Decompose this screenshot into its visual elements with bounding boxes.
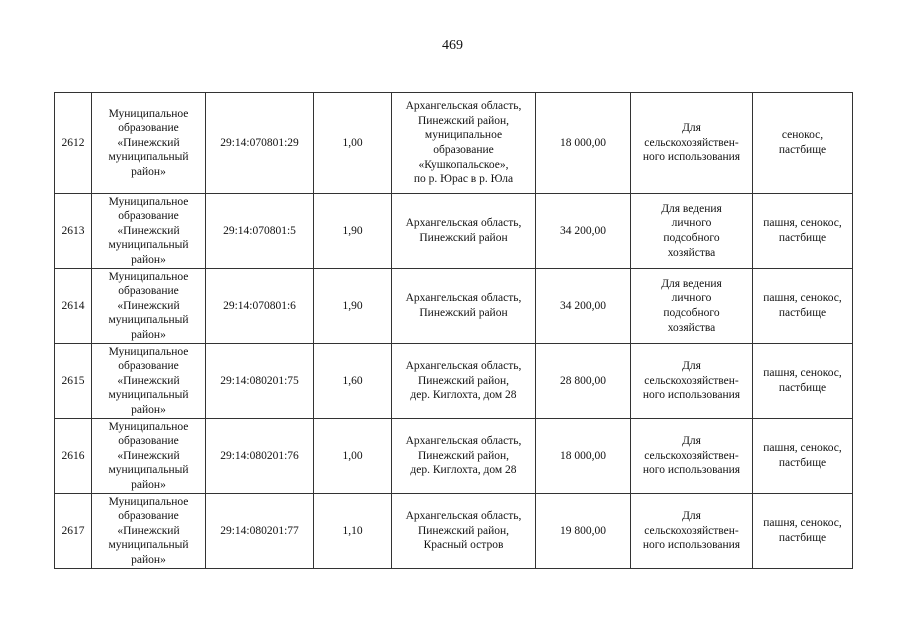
price-cell: 18 000,00 — [536, 93, 631, 194]
address-cell: Архангельская область, Пинежский район — [392, 269, 536, 344]
address-cell: Архангельская область, Пинежский район, Красный остров — [392, 494, 536, 569]
cadastral-number-cell: 29:14:070801:29 — [206, 93, 314, 194]
permitted-use-cell: Для ведения личного подсобного хозяйства — [631, 194, 753, 269]
land-kind-cell: пашня, сенокос, пастбище — [753, 494, 853, 569]
cadastral-number-cell: 29:14:080201:75 — [206, 344, 314, 419]
area-cell: 1,90 — [314, 194, 392, 269]
land-kind-cell: пашня, сенокос, пастбище — [753, 419, 853, 494]
area-cell: 1,00 — [314, 93, 392, 194]
owner-cell: Муниципальное образование «Пинежский муниципальный район» — [92, 494, 206, 569]
permitted-use-cell: Для ведения личного подсобного хозяйства — [631, 269, 753, 344]
land-kind-cell: пашня, сенокос, пастбище — [753, 194, 853, 269]
row-number-cell: 2616 — [55, 419, 92, 494]
owner-cell: Муниципальное образование «Пинежский муниципальный район» — [92, 269, 206, 344]
address-cell: Архангельская область, Пинежский район — [392, 194, 536, 269]
permitted-use-cell: Для сельскохозяйствен- ного использования — [631, 344, 753, 419]
permitted-use-cell: Для сельскохозяйствен- ного использования — [631, 93, 753, 194]
land-kind-cell: сенокос, пастбище — [753, 93, 853, 194]
owner-cell: Муниципальное образование «Пинежский муниципальный район» — [92, 93, 206, 194]
owner-cell: Муниципальное образование «Пинежский муниципальный район» — [92, 344, 206, 419]
owner-cell: Муниципальное образование «Пинежский муниципальный район» — [92, 419, 206, 494]
address-cell: Архангельская область, Пинежский район, дер. Киглохта, дом 28 — [392, 344, 536, 419]
table-row — [55, 269, 853, 344]
cadastral-number-cell: 29:14:080201:77 — [206, 494, 314, 569]
permitted-use-cell: Для сельскохозяйствен- ного использования — [631, 494, 753, 569]
row-number-cell: 2617 — [55, 494, 92, 569]
address-cell: Архангельская область, Пинежский район, дер. Киглохта, дом 28 — [392, 419, 536, 494]
permitted-use-cell: Для сельскохозяйствен- ного использования — [631, 419, 753, 494]
table-row — [55, 494, 853, 569]
row-number-cell: 2612 — [55, 93, 92, 194]
price-cell: 34 200,00 — [536, 194, 631, 269]
area-cell: 1,00 — [314, 419, 392, 494]
price-cell: 34 200,00 — [536, 269, 631, 344]
land-registry-table — [54, 92, 853, 569]
row-number-cell: 2614 — [55, 269, 92, 344]
table-row — [55, 419, 853, 494]
table-row — [55, 344, 853, 419]
land-kind-cell: пашня, сенокос, пастбище — [753, 269, 853, 344]
price-cell: 28 800,00 — [536, 344, 631, 419]
owner-cell: Муниципальное образование «Пинежский муниципальный район» — [92, 194, 206, 269]
row-number-cell: 2613 — [55, 194, 92, 269]
table-row — [55, 93, 853, 194]
area-cell: 1,60 — [314, 344, 392, 419]
area-cell: 1,10 — [314, 494, 392, 569]
cadastral-number-cell: 29:14:070801:5 — [206, 194, 314, 269]
price-cell: 19 800,00 — [536, 494, 631, 569]
cadastral-number-cell: 29:14:080201:76 — [206, 419, 314, 494]
row-number-cell: 2615 — [55, 344, 92, 419]
land-kind-cell: пашня, сенокос, пастбище — [753, 344, 853, 419]
address-cell: Архангельская область, Пинежский район, муниципальное образование «Кушкопальское», по р. Юрас в р. Юла — [392, 93, 536, 194]
price-cell: 18 000,00 — [536, 419, 631, 494]
page-number: 469 — [442, 38, 463, 53]
area-cell: 1,90 — [314, 269, 392, 344]
cadastral-number-cell: 29:14:070801:6 — [206, 269, 314, 344]
table-row — [55, 194, 853, 269]
